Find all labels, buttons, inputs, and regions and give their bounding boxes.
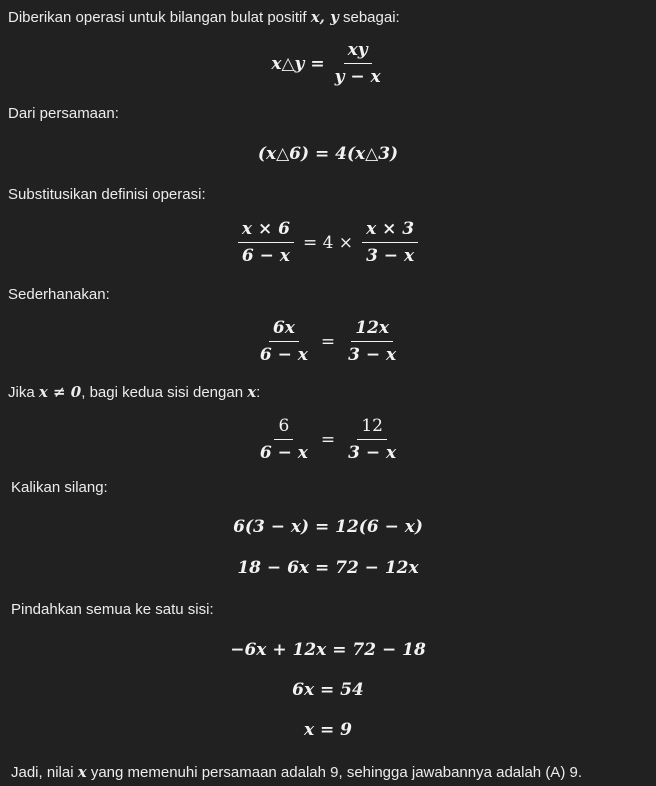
given-equation-text: (x△6) = 4(x△3)	[257, 144, 399, 164]
move-equation-2-text: 6x = 54	[292, 680, 364, 700]
subst-numerator-left: x × 6	[238, 219, 294, 243]
conclusion-prefix: Jadi, nilai	[11, 764, 78, 781]
label-substitusikan: Substitusikan definisi operasi:	[8, 186, 206, 203]
div-numerator-right: 12	[357, 416, 387, 440]
condition-suffix: :	[256, 384, 261, 401]
move-equation-1	[0, 640, 656, 660]
move-equation-1-text: −6x + 12x = 72 − 18	[230, 640, 426, 660]
given-equation	[0, 144, 656, 164]
div-fraction-right	[344, 416, 400, 463]
subst-numerator-right: x × 3	[362, 219, 418, 243]
intro-text	[8, 8, 400, 27]
div-numerator-left: 6	[274, 416, 293, 440]
intro-text-before: Diberikan operasi untuk bilangan bulat positif	[8, 9, 311, 26]
definition-fraction	[331, 40, 385, 87]
label-dari-persamaan: Dari persamaan:	[8, 105, 119, 122]
simpl-fraction-left	[256, 318, 312, 365]
definition-equation	[0, 40, 656, 87]
subst-middle-operator: = 4 ×	[302, 232, 354, 253]
condition-variable: x	[247, 383, 257, 401]
subst-denominator-right: 3 − x	[366, 246, 415, 266]
simpl-fraction-right	[344, 318, 400, 365]
condition-middle: , bagi kedua sisi dengan	[81, 384, 248, 401]
label-kalikan-silang: Kalikan silang:	[11, 479, 108, 496]
cross-equation-1	[0, 517, 656, 537]
cross-equation-2-text: 18 − 6x = 72 − 12x	[237, 558, 419, 578]
label-pindahkan: Pindahkan semua ke satu sisi:	[11, 601, 214, 618]
cross-equation-1-text: 6(3 − x) = 12(6 − x)	[233, 517, 423, 537]
div-equals: =	[320, 429, 336, 450]
move-equation-3	[0, 720, 656, 740]
intro-vars: x, y	[310, 8, 339, 26]
simpl-equals: =	[320, 331, 336, 352]
substitution-equation	[0, 219, 656, 266]
divided-equation	[0, 416, 656, 463]
simpl-denominator-left: 6 − x	[259, 345, 308, 365]
div-fraction-left	[256, 416, 312, 463]
conclusion-text	[11, 763, 582, 782]
condition-expression: x ≠ 0	[38, 383, 82, 401]
condition-prefix: Jika	[8, 384, 39, 401]
simpl-denominator-right: 3 − x	[348, 345, 397, 365]
label-sederhanakan: Sederhanakan:	[8, 286, 110, 303]
subst-fraction-left	[238, 219, 294, 266]
conclusion-variable: x	[77, 763, 87, 781]
subst-denominator-left: 6 − x	[241, 246, 290, 266]
subst-fraction-right	[362, 219, 418, 266]
definition-numerator: xy	[344, 40, 372, 64]
definition-denominator: y − x	[334, 67, 381, 87]
move-equation-3-text: x = 9	[303, 720, 353, 740]
simplified-equation	[0, 318, 656, 365]
condition-text	[8, 383, 260, 402]
simpl-numerator-right: 12x	[351, 318, 393, 342]
definition-lhs: x△y =	[271, 53, 325, 74]
move-equation-2	[0, 680, 656, 700]
intro-text-after: sebagai:	[338, 9, 400, 26]
conclusion-suffix: yang memenuhi persamaan adalah 9, sehingga jawabannya adalah (A) 9.	[86, 764, 582, 781]
div-denominator-right: 3 − x	[348, 443, 397, 463]
simpl-numerator-left: 6x	[269, 318, 299, 342]
cross-equation-2	[0, 558, 656, 578]
div-denominator-left: 6 − x	[259, 443, 308, 463]
